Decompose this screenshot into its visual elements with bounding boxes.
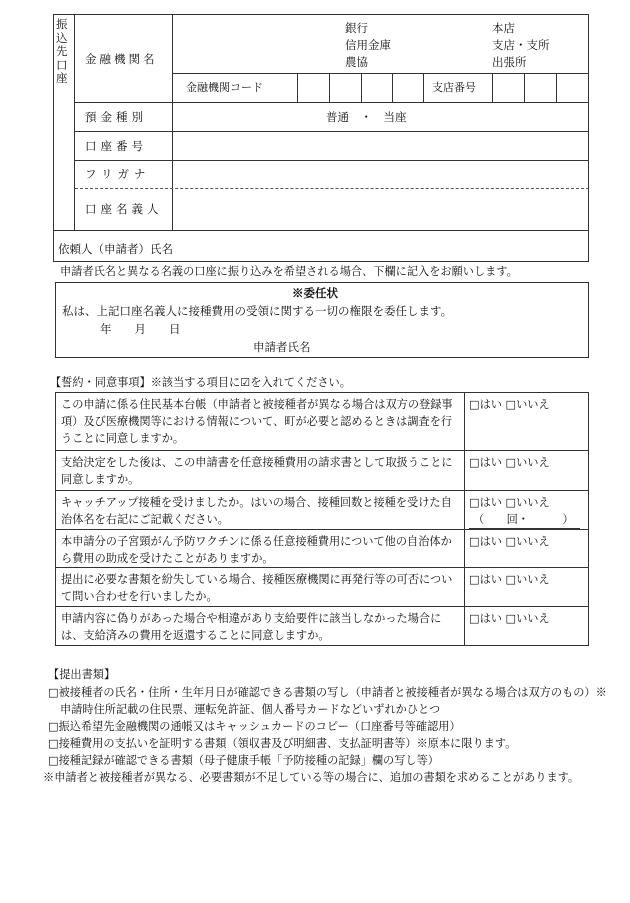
delegation-date[interactable]: 年 月 日 [100, 322, 181, 336]
side-label-cell [53, 14, 75, 230]
account-number-input[interactable] [173, 103, 589, 131]
requester-name-input[interactable] [200, 231, 589, 262]
branch-code-label: 支店番号 [432, 81, 476, 94]
account-holder-input[interactable] [173, 189, 589, 230]
deposit-type-value[interactable]: 普通 ・ 当座 [326, 110, 407, 124]
consent-question: 支給決定をした後は、この申請書を任意接種費用の請求書として取扱うことに同意しますか。 [56, 451, 465, 490]
consent-question: 申請内容に偽りがあった場合や相違があり支給要件に該当しなかった場合には、支給済みの費用を返還することに同意しますか。 [56, 607, 465, 645]
branch-type-branch: 支店・支所 [492, 38, 550, 52]
document-item[interactable]: □接種費用の支払いを証明する書類（領収書及び明細書、支払証明書等）※原本に限ります。 [48, 737, 517, 750]
yes-checkbox[interactable]: □はい [469, 535, 502, 548]
side-label: 振込先口座 [56, 17, 68, 85]
yes-checkbox[interactable]: □はい [469, 456, 502, 469]
deposit-type-label: 預金種別 [85, 110, 147, 124]
yes-checkbox[interactable]: □はい [469, 612, 502, 625]
delegation-applicant-label: 申請者氏名 [253, 340, 311, 354]
account-number-label: 口座番号 [85, 139, 147, 153]
delegation-box [55, 282, 589, 358]
requester-name-label: 依頼人（申請者）氏名 [58, 242, 173, 256]
consent-question: キャッチアップ接種を受けましたか。はいの場合、接種回数と接種を受けた自治体名を右記にご記載ください。 [56, 491, 465, 529]
document-item[interactable]: □振込希望先金融機関の通帳又はキャッシュカードのコピー（口座番号等確認用） [48, 720, 461, 733]
yes-checkbox[interactable]: □はい [469, 398, 502, 411]
line [423, 73, 424, 102]
documents-heading: 【提出書類】 [48, 668, 116, 681]
consent-row [56, 606, 588, 645]
delegation-title: ※委任状 [292, 286, 338, 300]
furigana-label: フリガナ [85, 167, 151, 181]
no-checkbox[interactable]: □いいえ [505, 535, 550, 548]
consent-question: この申請に係る住民基本台帳（申請者と被接種者が異なる場合は双方の登録事項）及び医療機関等における情報について、町が必要と認めるときは調査を行うことに同意しますか。 [56, 393, 465, 450]
no-checkbox[interactable]: □いいえ [505, 398, 550, 411]
no-checkbox[interactable]: □いいえ [505, 456, 550, 469]
consent-question: 本申請分の子宮頸がん予防ワクチンに係る任意接種費用について他の自治体から費用の助成を受けたことがありますか。 [56, 530, 465, 567]
branch-type-main: 本店 [492, 21, 515, 35]
line [75, 131, 589, 132]
bank-type-credit: 信用金庫 [345, 38, 391, 52]
consent-question: 提出に必要な書類を紛失している場合、接種医療機関に再発行等の可否について問い合わせを行いましたか。 [56, 568, 465, 606]
yes-checkbox[interactable]: □はい [469, 573, 502, 586]
no-checkbox[interactable]: □いいえ [505, 612, 550, 625]
bank-name-label: 金融機関名 [85, 52, 158, 66]
documents-note: ※申請者と被接種者が異なる、必要書類が不足している等の場合に、追加の書類を求めることがあります。 [43, 771, 580, 784]
consent-row [56, 490, 588, 529]
delegation-notice: 申請者氏名と異なる名義の口座に振り込みを希望される場合、下欄に記入をお願いします。 [60, 265, 518, 278]
branch-code-input[interactable] [492, 73, 589, 102]
bank-code-label: 金融機関コード [186, 81, 263, 94]
document-item[interactable]: □被接種者の氏名・住所・生年月日が確認できる書類の写し（申請者と被接種者が異なる場合は双方のもの）※申請時住所記載の住民票、運転免許証、個人番号カードなどいずれかひとつ [48, 686, 607, 716]
bank-type-bank: 銀行 [345, 21, 368, 35]
furigana-input[interactable] [173, 161, 589, 188]
vaccination-count-field[interactable]: （ 回・ ） [469, 511, 580, 529]
no-checkbox[interactable]: □いいえ [505, 573, 550, 586]
delegation-text: 私は、上記口座名義人に接種費用の受領に関する一切の権限を委任します。 [62, 304, 453, 318]
consent-table [55, 392, 589, 646]
bank-type-agri: 農協 [345, 55, 368, 69]
no-checkbox[interactable]: □いいえ [505, 496, 550, 509]
document-item[interactable]: □接種記録が確認できる書類（母子健康手帳「予防接種の記録」欄の写し等） [48, 754, 439, 767]
bank-code-input[interactable] [297, 73, 423, 102]
consent-heading: 【誓約・同意事項】※該当する項目に☑を入れてください。 [50, 376, 351, 389]
consent-row [56, 529, 588, 567]
documents-section [43, 666, 608, 786]
consent-row [56, 567, 588, 606]
consent-row [56, 393, 588, 450]
account-holder-label: 口座名義人 [85, 202, 163, 216]
branch-type-office: 出張所 [492, 55, 527, 69]
yes-checkbox[interactable]: □はい [469, 496, 502, 509]
consent-row [56, 450, 588, 490]
